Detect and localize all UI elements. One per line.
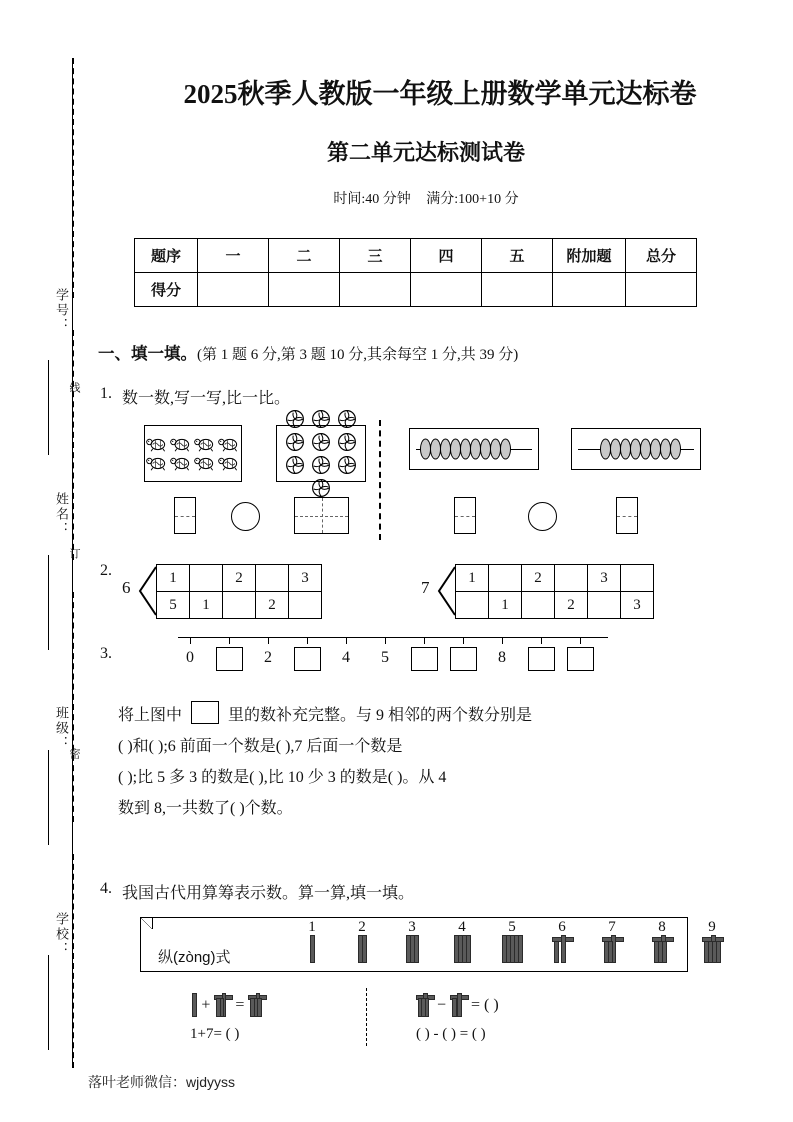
rod-digit-label: 1 bbox=[308, 919, 316, 935]
rod-glyph bbox=[452, 937, 472, 963]
dogear-corner-icon bbox=[141, 918, 153, 929]
margin-field-student-id[interactable]: 学号： bbox=[54, 288, 69, 333]
score-cell-bonus[interactable] bbox=[553, 273, 626, 307]
counting-rod-column-6 bbox=[542, 919, 582, 963]
grid-cell-r1-c1: 1 bbox=[489, 592, 522, 619]
rod-glyph-6 bbox=[450, 995, 467, 1017]
question-4-number: 4. bbox=[100, 880, 112, 897]
section-index: 一、 bbox=[98, 344, 131, 363]
table-row bbox=[456, 565, 654, 592]
rod-glyph bbox=[356, 937, 368, 963]
number-line-label: 5 bbox=[381, 649, 389, 666]
turtle-icon bbox=[194, 436, 216, 453]
turtle-icon bbox=[218, 455, 240, 472]
rod-digit-label: 4 bbox=[458, 919, 466, 935]
rod-digit-label: 9 bbox=[708, 919, 716, 935]
grid-cell-r1-c3: 2 bbox=[555, 592, 588, 619]
counting-rod-column-5 bbox=[492, 919, 532, 963]
margin-rule-2 bbox=[48, 555, 49, 650]
turtle-icon bbox=[146, 455, 168, 472]
compare-circle-left[interactable] bbox=[231, 502, 260, 531]
margin-field-class[interactable]: 班级： bbox=[54, 706, 69, 751]
number-line-label: 4 bbox=[342, 649, 350, 666]
question-4-text: 我国古代用算筹表示数。算一算,填一填。 bbox=[122, 885, 415, 902]
volleyball-icon bbox=[311, 455, 331, 475]
question-4-equation-1-line[interactable]: 1+7= ( ) bbox=[190, 1026, 240, 1042]
score-col-1: 一 bbox=[198, 239, 269, 273]
grid-cell-r0-c0: 1 bbox=[456, 565, 489, 592]
question-2-left-brace bbox=[138, 565, 158, 617]
grid-cell-r1-c4[interactable] bbox=[289, 592, 322, 619]
grid-cell-r0-c4: 3 bbox=[289, 565, 322, 592]
number-line-tick bbox=[502, 637, 503, 644]
number-line-answer-box[interactable] bbox=[567, 647, 594, 671]
rod-digit-label: 7 bbox=[608, 919, 616, 935]
grid-cell-r1-c2[interactable] bbox=[223, 592, 256, 619]
turtle-icon bbox=[194, 436, 216, 453]
counting-rod-column-1 bbox=[292, 919, 332, 963]
abacus-left bbox=[409, 428, 539, 470]
equals-sign: = bbox=[235, 996, 249, 1014]
question-3-number-line[interactable] bbox=[178, 637, 608, 677]
page-subtitle: 第二单元达标测试卷 bbox=[326, 140, 525, 165]
question-2-right-brace bbox=[437, 565, 457, 617]
total-score: 满分:100+10 分 bbox=[426, 192, 519, 207]
grid-cell-r0-c2: 2 bbox=[522, 565, 555, 592]
turtle-icon bbox=[218, 436, 240, 453]
rod-glyph-7 bbox=[214, 995, 231, 1017]
score-col-5: 五 bbox=[482, 239, 553, 273]
rod-glyph bbox=[308, 937, 316, 963]
turtle-icon bbox=[170, 455, 192, 472]
grid-cell-r1-c0[interactable] bbox=[456, 592, 489, 619]
score-cell-1[interactable] bbox=[198, 273, 269, 307]
table-row bbox=[157, 565, 322, 592]
rod-glyph bbox=[602, 937, 622, 963]
margin-dashed-line-1 bbox=[72, 58, 74, 298]
compare-circle-right[interactable] bbox=[528, 502, 557, 531]
margin-mark-xian: 线 bbox=[68, 382, 80, 393]
turtle-icon bbox=[146, 455, 168, 472]
number-line-label: 8 bbox=[498, 649, 506, 666]
grid-cell-r0-c3[interactable] bbox=[256, 565, 289, 592]
question-4-equation-2-rods bbox=[416, 995, 499, 1017]
question-1-number: 1. bbox=[100, 385, 112, 402]
margin-dashed-line-2 bbox=[72, 330, 74, 560]
rod-glyph bbox=[552, 937, 572, 963]
inline-answer-box[interactable] bbox=[191, 701, 219, 724]
number-line-tick bbox=[463, 637, 464, 644]
answer-box-volleyballs[interactable] bbox=[294, 497, 349, 534]
number-line-tick bbox=[268, 637, 269, 644]
number-line-tick bbox=[190, 637, 191, 644]
rod-glyph bbox=[404, 937, 420, 963]
exam-meta bbox=[96, 188, 756, 208]
score-col-2: 二 bbox=[269, 239, 340, 273]
number-line-axis bbox=[178, 637, 608, 638]
counting-rod-column-7 bbox=[592, 919, 632, 963]
grid-cell-r1-c3: 2 bbox=[256, 592, 289, 619]
score-col-total: 总分 bbox=[626, 239, 697, 273]
score-table bbox=[134, 238, 697, 307]
number-line-answer-box[interactable] bbox=[294, 647, 321, 671]
question-2-number: 2. bbox=[100, 562, 112, 579]
number-line-tick bbox=[385, 637, 386, 644]
score-row-label-0: 题序 bbox=[135, 239, 198, 273]
rod-digit-label: 2 bbox=[358, 919, 366, 935]
paragraph-line-0: 将上图中 里的数补充完整。与 9 相邻的两个数分别是 bbox=[118, 700, 773, 731]
worksheet-page bbox=[88, 0, 793, 1122]
left-margin bbox=[0, 0, 96, 1122]
margin-rule-1 bbox=[48, 360, 49, 455]
volleyball-picture-box bbox=[276, 425, 366, 482]
question-2-left-grid[interactable] bbox=[156, 564, 322, 619]
paragraph-line-2: ( );比 5 多 3 的数是( ),比 10 少 3 的数是( )。从 4 bbox=[118, 769, 447, 786]
abacus-right bbox=[571, 428, 701, 470]
question-4-equation-1-rods bbox=[190, 995, 265, 1017]
number-line-answer-box[interactable] bbox=[216, 647, 243, 671]
question-2-left-label: 6 bbox=[122, 578, 131, 597]
margin-mark-ding: 订 bbox=[68, 548, 80, 559]
plus-sign: + bbox=[201, 996, 215, 1014]
volleyball-icon bbox=[337, 455, 357, 475]
number-line-tick bbox=[307, 637, 308, 644]
minus-sign: − bbox=[437, 996, 451, 1014]
turtle-icon bbox=[146, 436, 168, 453]
grid-cell-r1-c4[interactable] bbox=[588, 592, 621, 619]
counting-rods-label: 纵(zòng)式 bbox=[158, 949, 231, 966]
rod-glyph bbox=[702, 937, 722, 963]
number-line-tick bbox=[229, 637, 230, 644]
volleyball-icon bbox=[311, 432, 331, 452]
rod-digit-label: 3 bbox=[408, 919, 416, 935]
turtle-picture-box bbox=[144, 425, 242, 482]
section-name: 填一填。 bbox=[131, 344, 197, 363]
grid-cell-r0-c2: 2 bbox=[223, 565, 256, 592]
margin-dashed-line-3 bbox=[72, 592, 74, 822]
volleyball-icon bbox=[311, 478, 331, 498]
rod-glyph-8 bbox=[248, 995, 265, 1017]
question-3-paragraph bbox=[118, 700, 773, 824]
question-4-equation-2-line[interactable]: ( ) - ( ) = ( ) bbox=[416, 1026, 486, 1042]
answer-box-abacus-left[interactable] bbox=[454, 497, 476, 534]
grid-cell-r0-c4: 3 bbox=[588, 565, 621, 592]
table-row bbox=[157, 592, 322, 619]
rod-glyph bbox=[652, 937, 672, 963]
rod-digit-label: 5 bbox=[508, 919, 516, 935]
grid-cell-r1-c0: 5 bbox=[157, 592, 190, 619]
section-heading-1 bbox=[98, 340, 788, 364]
margin-rule-3 bbox=[48, 750, 49, 845]
answer-box-abacus-right[interactable] bbox=[616, 497, 638, 534]
score-cell-3[interactable] bbox=[340, 273, 411, 307]
abacus-bead bbox=[670, 439, 681, 460]
turtle-icon bbox=[170, 436, 192, 453]
grid-cell-r1-c2[interactable] bbox=[522, 592, 555, 619]
time-limit: 时间:40 分钟 bbox=[333, 192, 411, 207]
rod-glyph bbox=[500, 937, 524, 963]
watermark-text: 落叶老师微信：wjdyyss bbox=[88, 1074, 236, 1090]
number-line-answer-box[interactable] bbox=[528, 647, 555, 671]
question-3-number: 3. bbox=[100, 645, 112, 662]
turtle-icon bbox=[146, 436, 168, 453]
table-row-header bbox=[135, 239, 697, 273]
counting-rod-column-2 bbox=[342, 919, 382, 963]
turtle-icon bbox=[218, 436, 240, 453]
rod-digit-label: 8 bbox=[658, 919, 666, 935]
volleyball-icon bbox=[337, 409, 357, 429]
paragraph-line-3: 数到 8,一共数了( )个数。 bbox=[118, 800, 293, 817]
volleyball-icon bbox=[285, 409, 305, 429]
number-line-label: 0 bbox=[186, 649, 194, 666]
grid-cell-r0-c3[interactable] bbox=[555, 565, 588, 592]
score-cell-total[interactable] bbox=[626, 273, 697, 307]
number-line-answer-box[interactable] bbox=[450, 647, 477, 671]
equals-sign-2: = ( ) bbox=[471, 996, 499, 1014]
rod-glyph-8b bbox=[416, 995, 433, 1017]
turtle-icon bbox=[170, 436, 192, 453]
score-cell-2[interactable] bbox=[269, 273, 340, 307]
section-note: (第 1 题 6 分,第 3 题 10 分,其余每空 1 分,共 39 分) bbox=[197, 347, 519, 363]
abacus-beads bbox=[600, 439, 680, 460]
turtle-icon bbox=[170, 455, 192, 472]
score-col-4: 四 bbox=[411, 239, 482, 273]
score-col-bonus: 附加题 bbox=[553, 239, 626, 273]
question-2-right-label: 7 bbox=[421, 578, 430, 597]
score-cell-5[interactable] bbox=[482, 273, 553, 307]
grid-cell-r0-c0: 1 bbox=[157, 565, 190, 592]
number-line-tick bbox=[346, 637, 347, 644]
volleyball-icon bbox=[285, 455, 305, 475]
margin-dashed-line-4 bbox=[72, 854, 74, 1068]
turtle-icon bbox=[194, 455, 216, 472]
score-col-3: 三 bbox=[340, 239, 411, 273]
grid-cell-r1-c1: 1 bbox=[190, 592, 223, 619]
counting-rod-column-4 bbox=[442, 919, 482, 963]
score-cell-4[interactable] bbox=[411, 273, 482, 307]
volleyball-icon bbox=[337, 432, 357, 452]
number-line-label: 2 bbox=[264, 649, 272, 666]
margin-rule-4 bbox=[48, 955, 49, 1050]
turtle-icon bbox=[218, 455, 240, 472]
answer-box-turtles[interactable] bbox=[174, 497, 196, 534]
grid-cell-r0-c5[interactable] bbox=[621, 565, 654, 592]
page-title: 2025秋季人教版一年级上册数学单元达标卷 bbox=[183, 79, 697, 109]
counting-rod-column-3 bbox=[392, 919, 432, 963]
number-line-tick bbox=[541, 637, 542, 644]
paragraph-line-1: ( )和( );6 前面一个数是( ),7 后面一个数是 bbox=[118, 738, 403, 755]
counting-rod-column-9 bbox=[692, 919, 732, 963]
abacus-bead bbox=[500, 439, 511, 460]
question-4-divider bbox=[366, 988, 367, 1046]
abacus-beads bbox=[420, 439, 510, 460]
number-line-tick bbox=[424, 637, 425, 644]
counting-rod-column-8 bbox=[642, 919, 682, 963]
volleyball-icon bbox=[285, 432, 305, 452]
question-2-right-grid[interactable] bbox=[455, 564, 654, 619]
grid-cell-r0-c1[interactable] bbox=[190, 565, 223, 592]
turtle-icon bbox=[194, 455, 216, 472]
rod-digit-label: 6 bbox=[558, 919, 566, 935]
rod-glyph-1 bbox=[190, 995, 197, 1017]
margin-mark-mi: 密 bbox=[68, 748, 80, 759]
table-row-scores bbox=[135, 273, 697, 307]
grid-cell-r1-c5: 3 bbox=[621, 592, 654, 619]
score-row-label-1: 得分 bbox=[135, 273, 198, 307]
volleyball-icon bbox=[311, 409, 331, 429]
margin-field-name[interactable]: 姓名： bbox=[54, 492, 69, 537]
number-line-answer-box[interactable] bbox=[411, 647, 438, 671]
table-row bbox=[456, 592, 654, 619]
question-1-divider bbox=[379, 420, 381, 540]
question-1-text: 数一数,写一写,比一比。 bbox=[122, 390, 291, 407]
margin-field-school[interactable]: 学校： bbox=[54, 912, 69, 957]
grid-cell-r0-c1[interactable] bbox=[489, 565, 522, 592]
number-line-tick bbox=[580, 637, 581, 644]
